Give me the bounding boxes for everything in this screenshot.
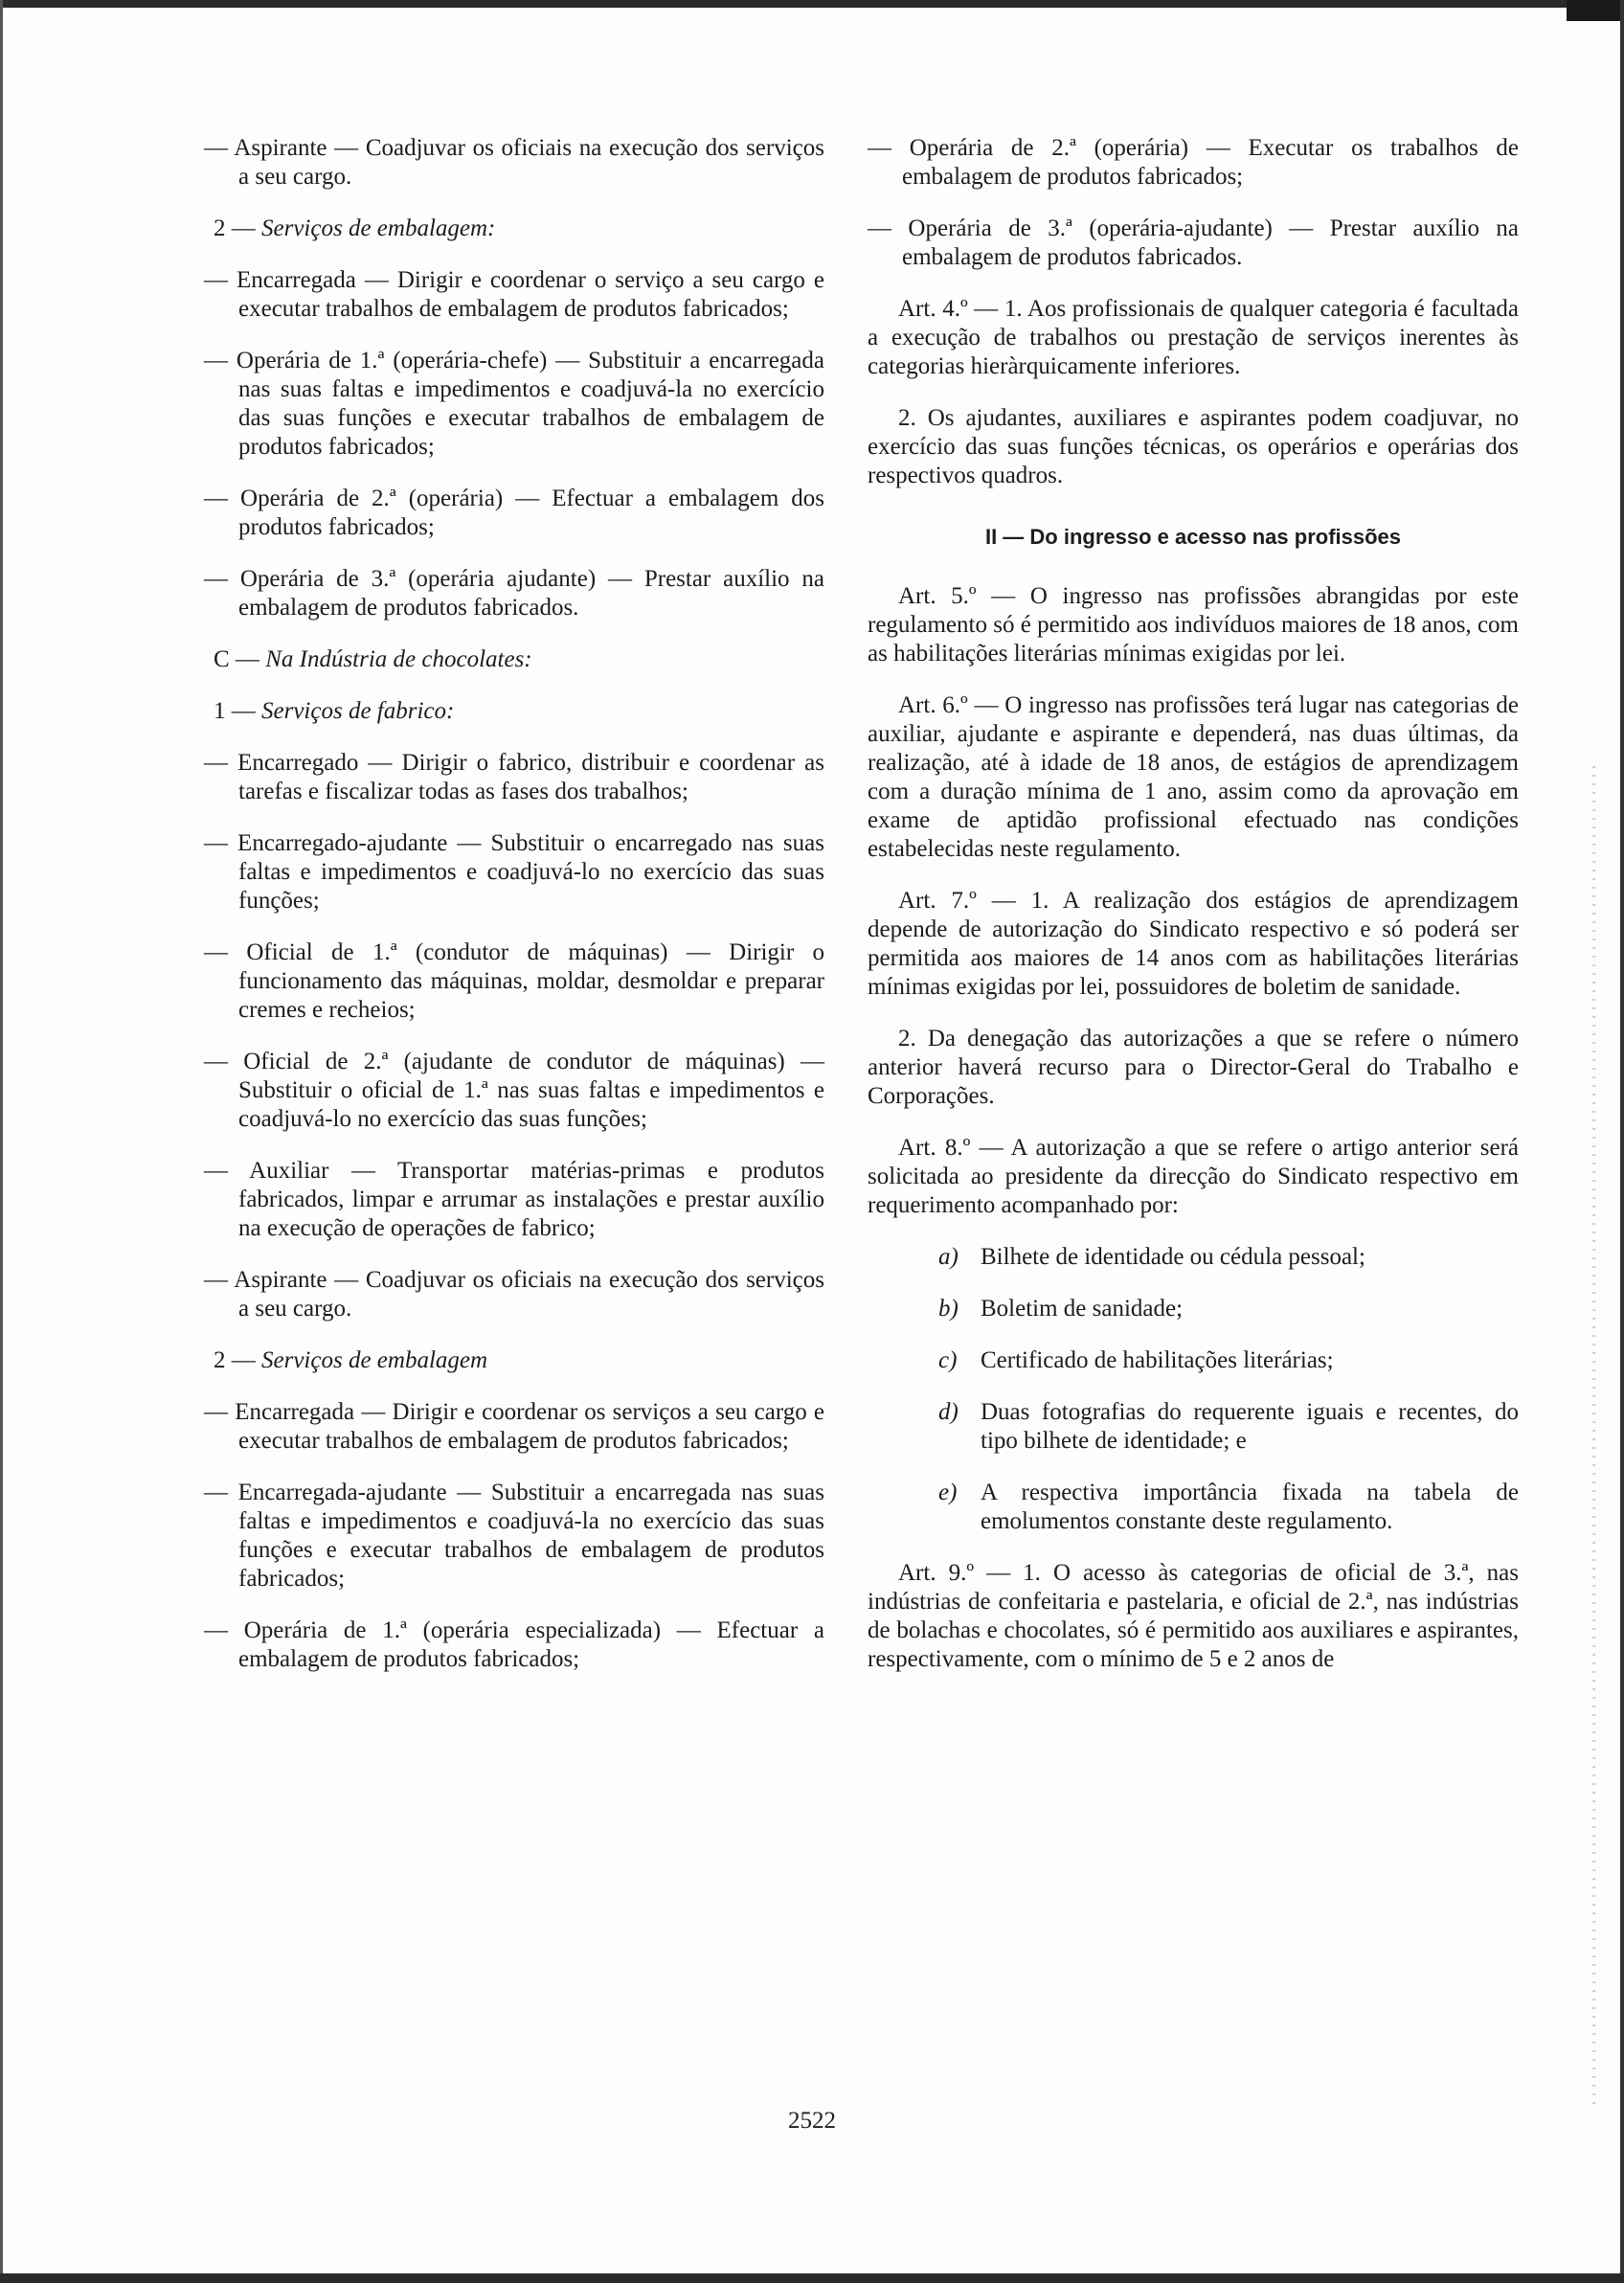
- article-paragraph: Art. 9.º — 1. O acesso às categorias de oficial de 3.ª, nas indústrias de confeitaria e pastelaria, e oficial de 2.ª, nas indústrias de bolachas e chocolates, só é permitido aos auxiliares e aspirantes, respectivamente, com o mínimo de 5 e 2 anos de: [868, 1560, 1519, 1672]
- job-description: — Encarregada-ajudante — Substituir a encarregada nas suas faltas e impedimentos e coadjuvá-la no exercício das suas funções e executar trabalhos de embalagem de produtos fabricados;: [204, 1480, 824, 1592]
- item-label: b): [938, 1296, 959, 1322]
- section-heading: [204, 1346, 824, 1375]
- job-description: — Operária de 1.ª (operária especializada) — Efectuar a embalagem de produtos fabricados;: [204, 1617, 824, 1672]
- section-heading: [204, 645, 824, 674]
- scan-corner-mark: [1567, 0, 1624, 21]
- requirement-item: [868, 1243, 1519, 1272]
- article-paragraph: Art. 4.º — 1. Aos profissionais de qualquer categoria é facultada a execução de trabalhos ou prestação de serviços inerentes às categorias hieràrquicamente inferiores.: [868, 296, 1519, 379]
- heading-text: Serviços de fabrico:: [261, 698, 455, 724]
- heading-text: Na Indústria de chocolates:: [265, 646, 532, 672]
- job-description: — Operária de 2.ª (operária) — Executar os trabalhos de embalagem de produtos fabricados;: [868, 135, 1519, 190]
- job-description: — Encarregado-ajudante — Substituir o encarregado nas suas faltas e impedimentos e coadjuvá-lo no exercício das suas funções;: [204, 830, 824, 914]
- right-column: [868, 134, 1519, 1697]
- scan-border-top: [0, 0, 1624, 8]
- section-heading: [204, 215, 824, 243]
- job-description: — Encarregada — Dirigir e coordenar os serviços a seu cargo e executar trabalhos de embalagem de produtos fabricados;: [204, 1399, 824, 1454]
- job-description: — Oficial de 2.ª (ajudante de condutor de máquinas) — Substituir o oficial de 1.ª nas suas faltas e impedimentos e coadjuvá-lo no exercício das suas funções;: [204, 1049, 824, 1132]
- requirement-item: [868, 1479, 1519, 1536]
- job-description: — Operária de 3.ª (operária-ajudante) — Prestar auxílio na embalagem de produtos fabricados.: [868, 215, 1519, 270]
- requirement-item: [868, 1398, 1519, 1456]
- heading-text: Serviços de embalagem:: [261, 215, 496, 241]
- article-paragraph: Art. 7.º — 1. A realização dos estágios de aprendizagem depende de autorização do Sindicato respectivo e só poderá ser permitida aos maiores de 14 anos com as habilitações literárias mínimas exigidas por lei, possuidores de boletim de sanidade.: [868, 888, 1519, 1000]
- item-text: Bilhete de identidade ou cédula pessoal;: [981, 1244, 1365, 1270]
- scan-border-right: [1620, 0, 1624, 2283]
- job-description: — Operária de 3.ª (operária ajudante) — Prestar auxílio na embalagem de produtos fabricados.: [204, 566, 824, 621]
- scan-noise: [1592, 766, 1595, 2107]
- item-text: Boletim de sanidade;: [981, 1296, 1184, 1322]
- job-description: — Encarregado — Dirigir o fabrico, distribuir e coordenar as tarefas e fiscalizar todas as fases dos trabalhos;: [204, 750, 824, 804]
- job-description: — Auxiliar — Transportar matérias-primas e produtos fabricados, limpar e arrumar as instalações e prestar auxílio na execução de operações de fabrico;: [204, 1158, 824, 1241]
- item-label: d): [938, 1399, 959, 1425]
- heading-number: 2 —: [214, 1347, 256, 1373]
- item-label: e): [938, 1480, 958, 1505]
- job-description: — Aspirante — Coadjuvar os oficiais na execução dos serviços a seu cargo.: [204, 135, 824, 190]
- job-description: — Oficial de 1.ª (condutor de máquinas) — Dirigir o funcionamento das máquinas, moldar, desmoldar e preparar cremes e recheios;: [204, 939, 824, 1023]
- scan-border-bottom: [0, 2273, 1624, 2283]
- article-paragraph: Art. 5.º — O ingresso nas profissões abrangidas por este regulamento só é permitido aos indivíduos maiores de 18 anos, com as habilitações literárias mínimas exigidas por lei.: [868, 583, 1519, 667]
- article-paragraph: 2. Os ajudantes, auxiliares e aspirantes podem coadjuvar, no exercício das suas funções técnicas, os operários e operárias dos respectivos quadros.: [868, 405, 1519, 488]
- page-number: 2522: [788, 2108, 836, 2134]
- left-column: [204, 134, 824, 1697]
- job-description: — Operária de 2.ª (operária) — Efectuar a embalagem dos produtos fabricados;: [204, 486, 824, 540]
- heading-number: C —: [214, 646, 259, 672]
- job-description: — Aspirante — Coadjuvar os oficiais na execução dos serviços a seu cargo.: [204, 1267, 824, 1322]
- job-description: — Encarregada — Dirigir e coordenar o serviço a seu cargo e executar trabalhos de embalagem de produtos fabricados;: [204, 267, 824, 322]
- job-description: — Operária de 1.ª (operária-chefe) — Substituir a encarregada nas suas faltas e impedimentos e coadjuvá-la no exercício das suas funções e executar trabalhos de embalagem de produtos fabricados;: [204, 348, 824, 460]
- chapter-title: II — Do ingresso e acesso nas profissões: [984, 525, 1402, 549]
- item-text: Duas fotografias do requerente iguais e recentes, do tipo bilhete de identidade; e: [981, 1399, 1519, 1454]
- item-label: a): [938, 1244, 959, 1270]
- section-heading: [204, 697, 824, 726]
- heading-text: Serviços de embalagem: [261, 1347, 488, 1373]
- heading-number: 1 —: [214, 698, 256, 724]
- scan-border-left: [0, 0, 3, 2283]
- item-label: c): [938, 1347, 958, 1373]
- requirement-item: [868, 1295, 1519, 1323]
- item-text: A respectiva importância fixada na tabela de emolumentos constante deste regulamento.: [981, 1480, 1519, 1534]
- article-paragraph: Art. 8.º — A autorização a que se refere o artigo anterior será solicitada ao presidente da direcção do Sindicato respectivo em requerimento acompanhado por:: [868, 1135, 1519, 1218]
- requirement-item: [868, 1346, 1519, 1375]
- article-paragraph: Art. 6.º — O ingresso nas profissões terá lugar nas categorias de auxiliar, ajudante e aspirante e dependerá, nas duas últimas, da realização, até à idade de 18 anos, de estágios de aprendizagem com a duração mínima de 1 ano, assim como da aprovação em exame de aptidão profissional efectuado nas condições estabelecidas neste regulamento.: [868, 692, 1519, 862]
- article-paragraph: 2. Da denegação das autorizações a que se refere o número anterior haverá recurso para o Director-Geral do Trabalho e Corporações.: [868, 1026, 1519, 1109]
- heading-number: 2 —: [214, 215, 256, 241]
- item-text: Certificado de habilitações literárias;: [981, 1347, 1334, 1373]
